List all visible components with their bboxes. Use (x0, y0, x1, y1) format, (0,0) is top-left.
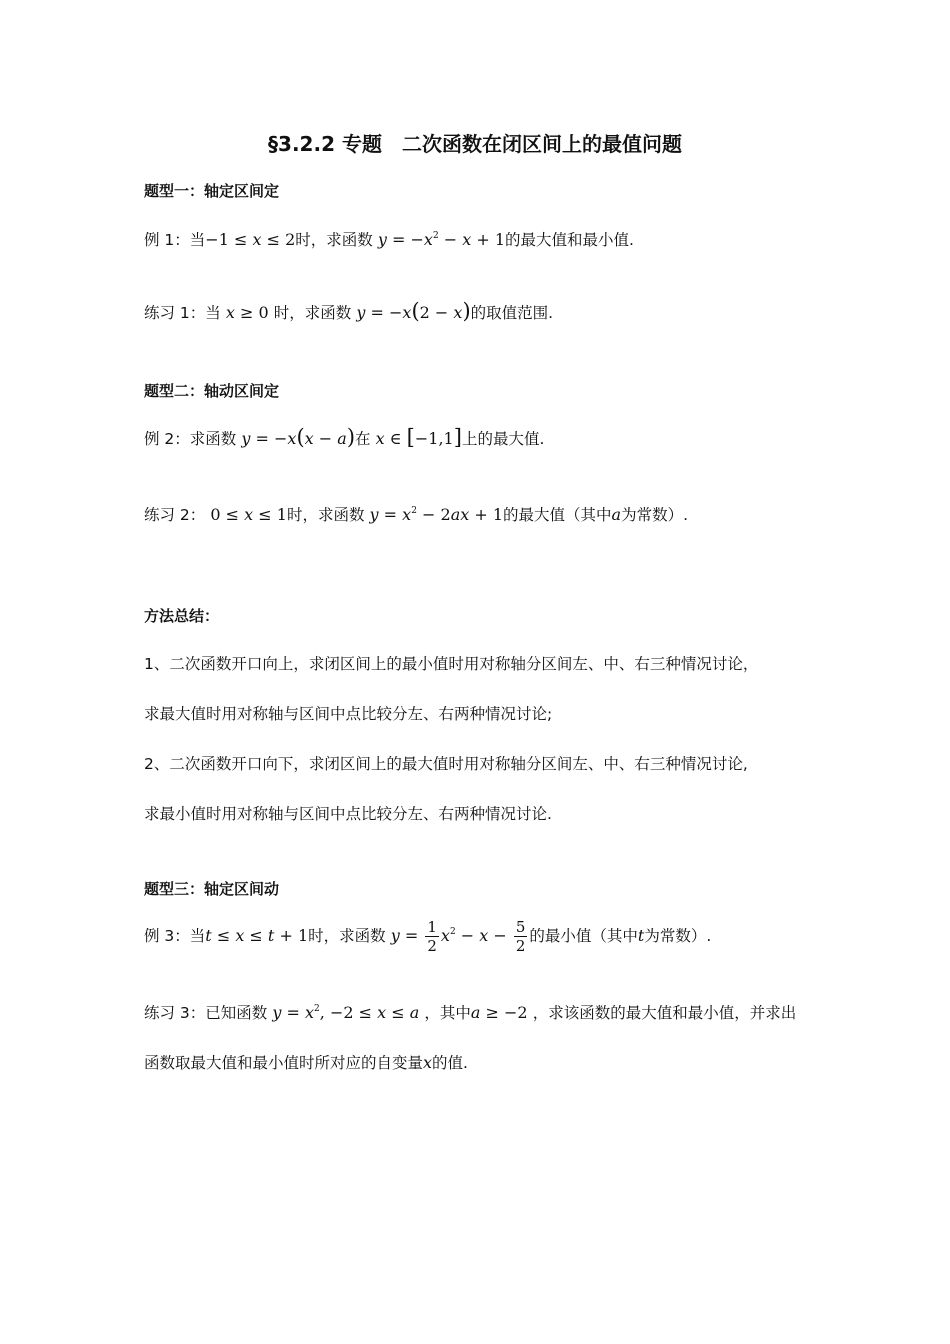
pr1-label: 练习 1：当 (144, 304, 221, 322)
ex3-condition: t ≤ x ≤ t + 1 (205, 926, 309, 945)
pr3-formula: $y = x^2$, −2 ≤ x ≤ a (272, 1003, 420, 1022)
ex3-label: 例 3：当 (144, 927, 206, 945)
ex3-var: t (637, 926, 645, 945)
pr1-condition: x ≥ 0 (225, 303, 274, 322)
ex1-label: 例 1：当 (144, 231, 206, 249)
pr3-tail: ，求该函数的最大值和最小值，并求出 (532, 1004, 797, 1022)
summary-line-4: 求最小值时用对称轴与区间中点比较分左、右两种情况讨论. (144, 805, 552, 823)
example-1 (144, 227, 634, 253)
summary-line-3: 2、二次函数开口向下，求闭区间上的最大值时用对称轴分区间左、中、右三种情况讨论, (144, 755, 748, 773)
pr2-formula: $y = x^2 - 2ax + 1$ (369, 505, 504, 524)
practice-3-line-2 (144, 1050, 468, 1076)
pr2-tail2: 为常数）. (621, 506, 689, 524)
type1-heading: 题型一：轴定区间定 (144, 182, 280, 200)
page-title: §3.2.2 专题 二次函数在闭区间上的最值问题 (268, 132, 682, 156)
ex1-mid: 时，求函数 (295, 231, 373, 249)
pr1-formula: y = −x(2 − x) (356, 299, 471, 323)
pr2-var: a (611, 505, 622, 524)
practice-3 (144, 1000, 796, 1026)
practice-2 (144, 502, 688, 528)
pr2-condition: 0 ≤ x ≤ 1 (205, 505, 287, 524)
pr3-condition: a ≥ −2 (470, 1003, 533, 1022)
pr1-tail: 的取值范围. (470, 304, 554, 322)
pr2-label: 练习 2： (144, 506, 206, 524)
ex2-tail: 上的最大值. (461, 430, 545, 448)
summary-heading: 方法总结： (144, 607, 220, 625)
pr3-line2a: 函数取最大值和最小值时所对应的自变量 (144, 1054, 424, 1072)
practice-1 (144, 300, 553, 326)
ex3-tail2: 为常数）. (644, 927, 712, 945)
ex3-tail1: 的最小值（其中 (529, 927, 638, 945)
ex2-mid: 在 (355, 430, 371, 448)
summary-line-2: 求最大值时用对称轴与区间中点比较分左、右两种情况讨论; (144, 705, 553, 723)
ex1-condition: −1 ≤ x ≤ 2 (205, 230, 296, 249)
pr2-tail1: 的最大值（其中 (503, 506, 612, 524)
pr3-label: 练习 3：已知函数 (144, 1004, 268, 1022)
pr3-mid: ，其中 (424, 1004, 471, 1022)
type2-heading: 题型二：轴动区间定 (144, 382, 280, 400)
ex2-label: 例 2：求函数 (144, 430, 237, 448)
type3-heading: 题型三：轴定区间动 (144, 880, 280, 898)
ex3-mid: 时，求函数 (308, 927, 386, 945)
ex2-formula: y = −x(x − a) (241, 425, 356, 449)
example-3 (144, 916, 711, 956)
pr1-mid: 时，求函数 (273, 304, 352, 322)
example-2 (144, 426, 544, 452)
pr3-line2b: 的值. (432, 1054, 468, 1072)
ex1-tail: 的最大值和最小值. (505, 231, 634, 249)
ex2-condition: x ∈ [−1,1] (375, 425, 462, 449)
pr3-var: x (423, 1053, 433, 1072)
ex3-formula: y = $\frac{1}{2}$ $x^2 - x$ − $\frac{5}{2}$ (390, 918, 526, 955)
ex1-formula: $y = -x^2 - x + 1$ (377, 230, 506, 249)
pr2-mid: 时，求函数 (286, 506, 365, 524)
summary-line-1: 1、二次函数开口向上，求闭区间上的最小值时用对称轴分区间左、中、右三种情况讨论， (144, 655, 759, 673)
